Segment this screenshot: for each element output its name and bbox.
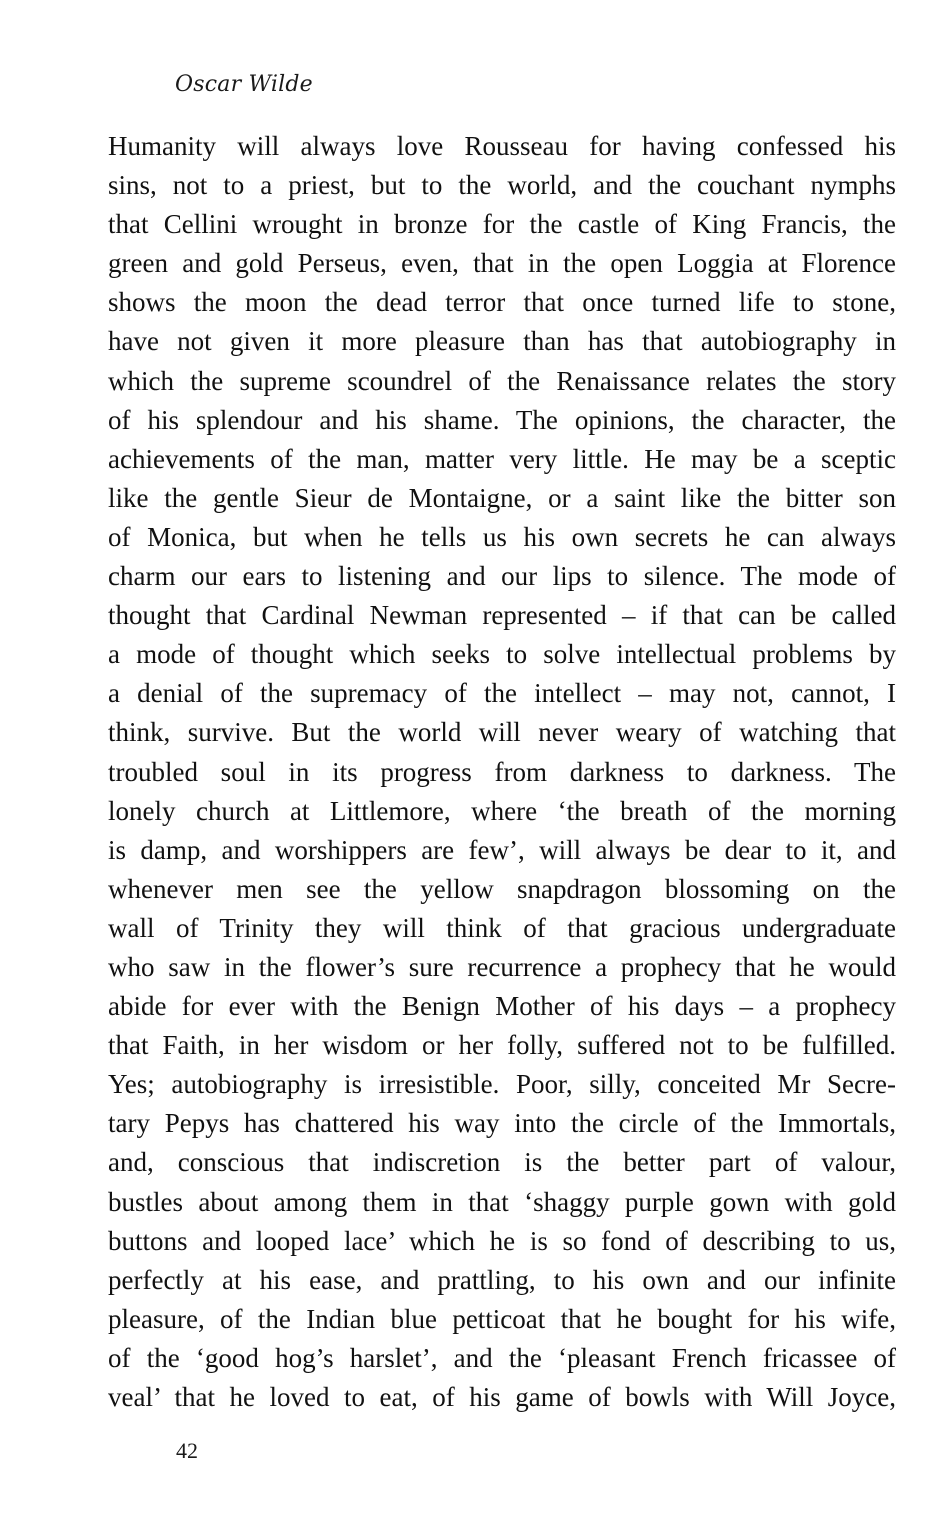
text-line: wall of Trinity they will think of that gracious undergraduate xyxy=(108,912,896,943)
text-line: Humanity will always love Rousseau for having confessed his xyxy=(108,131,896,161)
text-line: a denial of the supremacy of the intellect – may not, cannot, I xyxy=(108,678,896,709)
text-line: tary Pepys has chattered his way into the circle of the Immortals, xyxy=(108,1108,896,1139)
text-line: have not given it more pleasure than has that autobiography in xyxy=(108,326,896,357)
text-line: that Cellini wrought in bronze for the castle of King Francis, the xyxy=(108,209,896,240)
text-line: thought that Cardinal Newman represented – if that can be called xyxy=(108,600,896,631)
text-line: Yes; autobiography is irresistible. Poor, silly, conceited Mr Secre- xyxy=(108,1069,896,1100)
text-line: shows the moon the dead terror that once turned life to stone, xyxy=(108,287,896,318)
text-line: bustles about among them in that ‘shaggy purple gown with gold xyxy=(108,1186,896,1217)
text-line: troubled soul in its progress from darkness to darkness. The xyxy=(108,756,896,787)
running-head: Oscar Wilde xyxy=(175,72,313,97)
text-line: charm our ears to listening and our lips to silence. The mode of xyxy=(108,561,896,592)
text-line: who saw in the flower’s sure recurrence a prophecy that he would xyxy=(108,951,896,982)
text-line: a mode of thought which seeks to solve intellectual problems by xyxy=(108,639,896,670)
text-line: of Monica, but when he tells us his own secrets he can always xyxy=(108,521,896,552)
body-text xyxy=(108,127,896,1417)
text-line: which the supreme scoundrel of the Renaissance relates the story xyxy=(108,365,896,396)
text-line: pleasure, of the Indian blue petticoat that he bought for his wife, xyxy=(108,1303,896,1334)
text-line: perfectly at his ease, and prattling, to his own and our infinite xyxy=(108,1264,896,1295)
page-number: 42 xyxy=(176,1438,198,1463)
text-line: whenever men see the yellow snapdragon blossoming on the xyxy=(108,873,896,904)
text-line: of the ‘good hog’s harslet’, and the ‘pleasant French fricassee of xyxy=(108,1342,896,1373)
text-line: buttons and looped lace’ which he is so fond of describing to us, xyxy=(108,1225,896,1256)
text-line: and, conscious that indiscretion is the better part of valour, xyxy=(108,1147,896,1178)
text-line: veal’ that he loved to eat, of his game of bowls with Will Joyce, xyxy=(108,1382,896,1412)
text-line: of his splendour and his shame. The opinions, the character, the xyxy=(108,404,896,435)
text-line: green and gold Perseus, even, that in the open Loggia at Florence xyxy=(108,248,896,279)
text-line: like the gentle Sieur de Montaigne, or a saint like the bitter son xyxy=(108,482,896,513)
text-line: achievements of the man, matter very little. He may be a sceptic xyxy=(108,443,896,474)
text-line: think, survive. But the world will never weary of watching that xyxy=(108,717,896,748)
text-line: abide for ever with the Benign Mother of his days – a prophecy xyxy=(108,991,896,1022)
text-line: lonely church at Littlemore, where ‘the breath of the morning xyxy=(108,795,896,826)
text-line: sins, not to a priest, but to the world, and the couchant nymphs xyxy=(108,170,896,201)
text-line: is damp, and worshippers are few’, will always be dear to it, and xyxy=(108,834,896,865)
text-line: that Faith, in her wisdom or her folly, suffered not to be fulfilled. xyxy=(108,1030,896,1061)
